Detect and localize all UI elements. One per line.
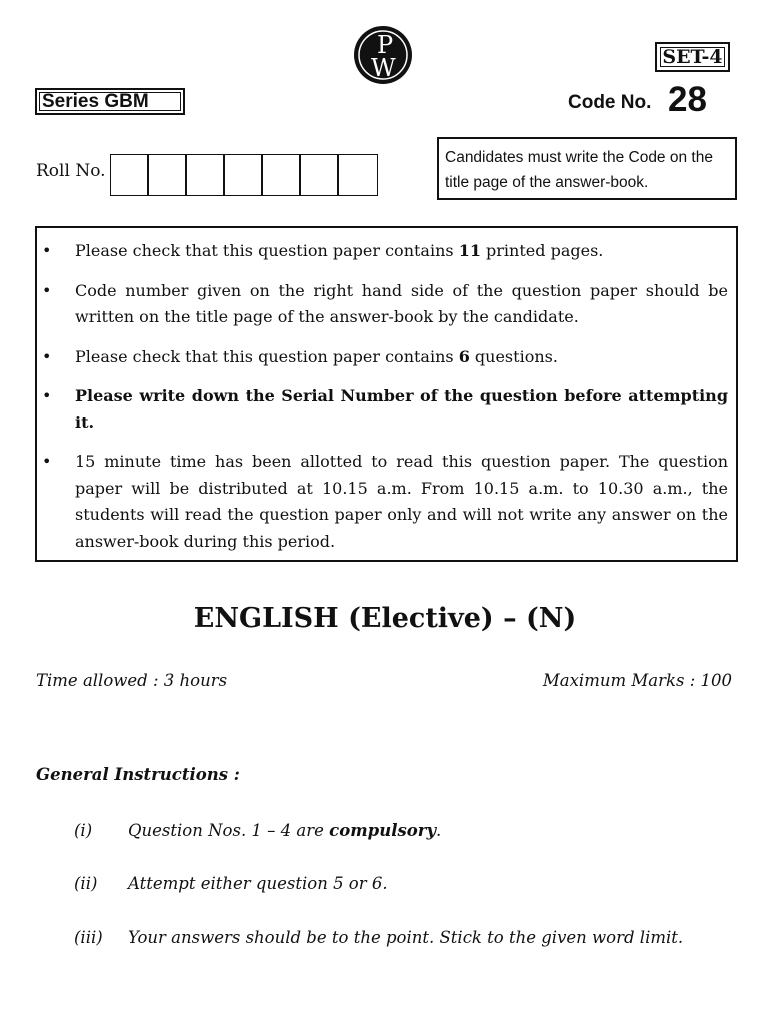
roll-number-cell[interactable] <box>111 155 149 195</box>
series-label: Series GBM <box>42 90 149 112</box>
bullet-icon: • <box>42 386 52 405</box>
candidate-note-text: Candidates must write the Code on the title page of the answer-book. <box>445 149 713 191</box>
notice-list <box>37 238 728 555</box>
notice-item: • Please check that this question paper contains 11 printed pages. <box>37 238 728 265</box>
bullet-icon: • <box>42 452 52 471</box>
svg-text:P: P <box>377 31 394 59</box>
pw-logo-icon <box>352 24 414 86</box>
notice-item: • Code number given on the right hand side of the question paper should be written on the title page of the answer-book by the candidate. <box>37 278 728 331</box>
paper-title: ENGLISH (Elective) – (N) <box>193 603 577 634</box>
roll-number-cell[interactable] <box>225 155 263 195</box>
instruction-text: Attempt either question 5 or 6. <box>128 874 388 893</box>
instruction-text: Question Nos. 1 – 4 are compulsory. <box>128 821 442 840</box>
bullet-icon: • <box>42 241 52 260</box>
maximum-marks: Maximum Marks : 100 <box>542 671 732 690</box>
set-label: SET-4 <box>662 46 723 68</box>
notice-box <box>35 226 738 562</box>
roll-number-cell[interactable] <box>263 155 301 195</box>
notice-item: • Please check that this question paper contains 6 questions. <box>37 344 728 371</box>
roll-number-cell[interactable] <box>339 155 377 195</box>
instruction-number: (ii) <box>74 874 98 893</box>
general-instructions-heading: General Instructions : <box>36 765 240 784</box>
code-label: Code No. <box>568 92 652 113</box>
roll-number-cell[interactable] <box>149 155 187 195</box>
bullet-icon: • <box>42 346 52 366</box>
roll-number-cell[interactable] <box>301 155 339 195</box>
time-allowed: Time allowed : 3 hours <box>36 671 228 690</box>
roll-number-cell[interactable] <box>187 155 225 195</box>
instruction-number: (i) <box>74 821 93 840</box>
candidate-note <box>437 137 737 200</box>
instruction-number: (iii) <box>74 928 103 947</box>
svg-text:W: W <box>371 54 396 82</box>
notice-item: • 15 minute time has been allotted to read this question paper. The question paper will be distributed at 10.15 a.m. From 10.15 a.m. to 10.30 a.m., the students will read the question paper only and will not write any answer on the answer-book during this period. <box>37 449 728 555</box>
series-badge <box>35 88 185 115</box>
code-number: 28 <box>668 80 707 119</box>
notice-item: • Please write down the Serial Number of the question before attempting it. <box>37 383 728 436</box>
instruction-text: Your answers should be to the point. Stick to the given word limit. <box>128 928 684 947</box>
set-badge <box>655 42 730 72</box>
bullet-icon: • <box>42 280 52 300</box>
roll-label: Roll No. <box>36 161 106 181</box>
roll-number-boxes[interactable] <box>110 154 378 196</box>
